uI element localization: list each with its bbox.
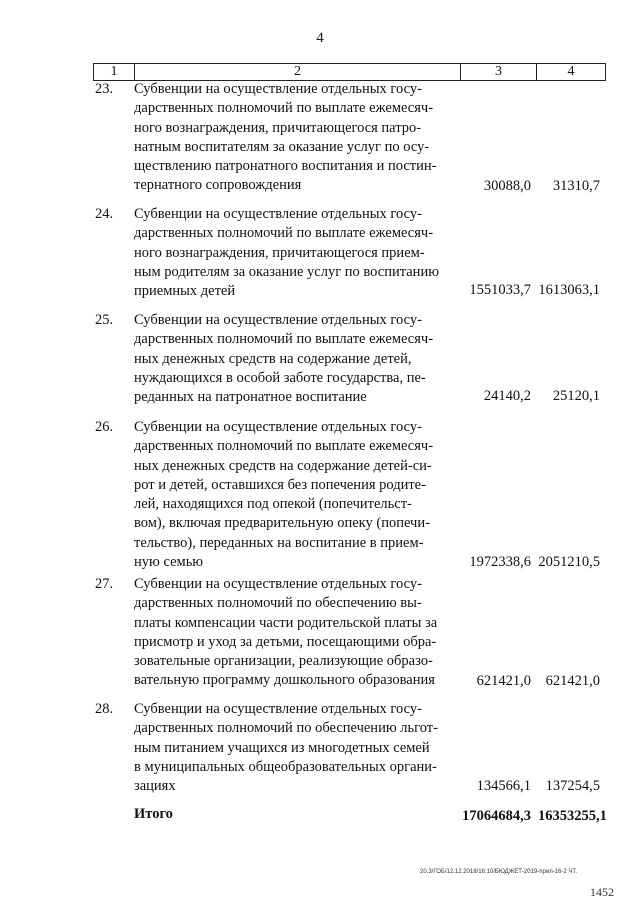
row-number: 23. xyxy=(95,81,114,97)
row-value-col4: 2051210,5 xyxy=(538,554,600,570)
column-header-4: 4 xyxy=(537,64,606,81)
document-code: 20.3/ГОБ/12.12.2018/16:10/БЮДЖЕТ-2019-прил-16-2 ЧТ. xyxy=(420,869,578,875)
column-header-1: 1 xyxy=(94,64,135,81)
total-label: Итого xyxy=(134,806,173,822)
row-value-col3: 134566,1 xyxy=(476,778,531,794)
row-number: 26. xyxy=(95,419,114,435)
row-description: Субвенции на осуществление отдельных госу- дарственных полномочий по выплате ежемесяч- ных денежных средств на содержание детей, нуждающихся в особой заботе государства, пе- реданных на патронатное воспитание xyxy=(134,312,434,406)
row-number: 24. xyxy=(95,206,114,222)
row-value-col3: 24140,2 xyxy=(483,388,531,404)
row-value-col4: 137254,5 xyxy=(545,778,600,794)
row-description: Субвенции на осуществление отдельных госу- дарственных полномочий по обеспечению вы- платы компенсации части родительской платы за присмотр и уход за детьми, посещающими обра- зовательные организации, реализующие образо- вательную программу дошкольного образования xyxy=(134,576,438,689)
row-number: 25. xyxy=(95,312,114,328)
row-value-col3: 621421,0 xyxy=(476,673,531,689)
column-header-row xyxy=(93,63,606,81)
row-value-col3: 30088,0 xyxy=(483,178,531,194)
row-description: Субвенции на осуществление отдельных госу- дарственных полномочий по обеспечению льгот- ным питанием учащихся из многодетных семей в муниципальных общеобразовательных органи- зациях xyxy=(134,701,438,795)
row-number: 27. xyxy=(95,576,114,592)
row-value-col4: 1613063,1 xyxy=(538,282,600,298)
sheet-number: 1452 xyxy=(590,885,614,899)
row-value-col4: 25120,1 xyxy=(552,388,600,404)
row-description: Субвенции на осуществление отдельных госу- дарственных полномочий по выплате ежемесяч- ного вознаграждения, причитающегося прием- ным родителям за оказание услуг по воспитанию приемных детей xyxy=(134,206,440,300)
total-value-col4: 16353255,1 xyxy=(538,808,607,824)
row-value-col4: 621421,0 xyxy=(545,673,600,689)
row-number: 28. xyxy=(95,701,114,717)
page-number: 4 xyxy=(316,30,324,46)
column-header-3: 3 xyxy=(461,64,537,81)
total-value-col3: 17064684,3 xyxy=(462,808,531,824)
column-header-2: 2 xyxy=(135,64,461,81)
row-description: Субвенции на осуществление отдельных госу- дарственных полномочий по выплате ежемесяч- ных денежных средств на содержание детей-си- рот и детей, оставшихся без попечения родите- лей, находящихся под опекой (попечительст- вом), включая предварительную опеку (попечи- тельство), переданных на воспитание в прием- ную семью xyxy=(134,419,434,571)
row-value-col4: 31310,7 xyxy=(552,178,600,194)
row-description: Субвенции на осуществление отдельных госу- дарственных полномочий по выплате ежемесяч- ного вознаграждения, причитающегося патро- натным воспитателям за оказание услуг по осу- ществлению патронатного воспитания и постин- тернатного сопровождения xyxy=(134,81,437,194)
row-value-col3: 1972338,6 xyxy=(469,554,531,570)
row-value-col3: 1551033,7 xyxy=(469,282,531,298)
